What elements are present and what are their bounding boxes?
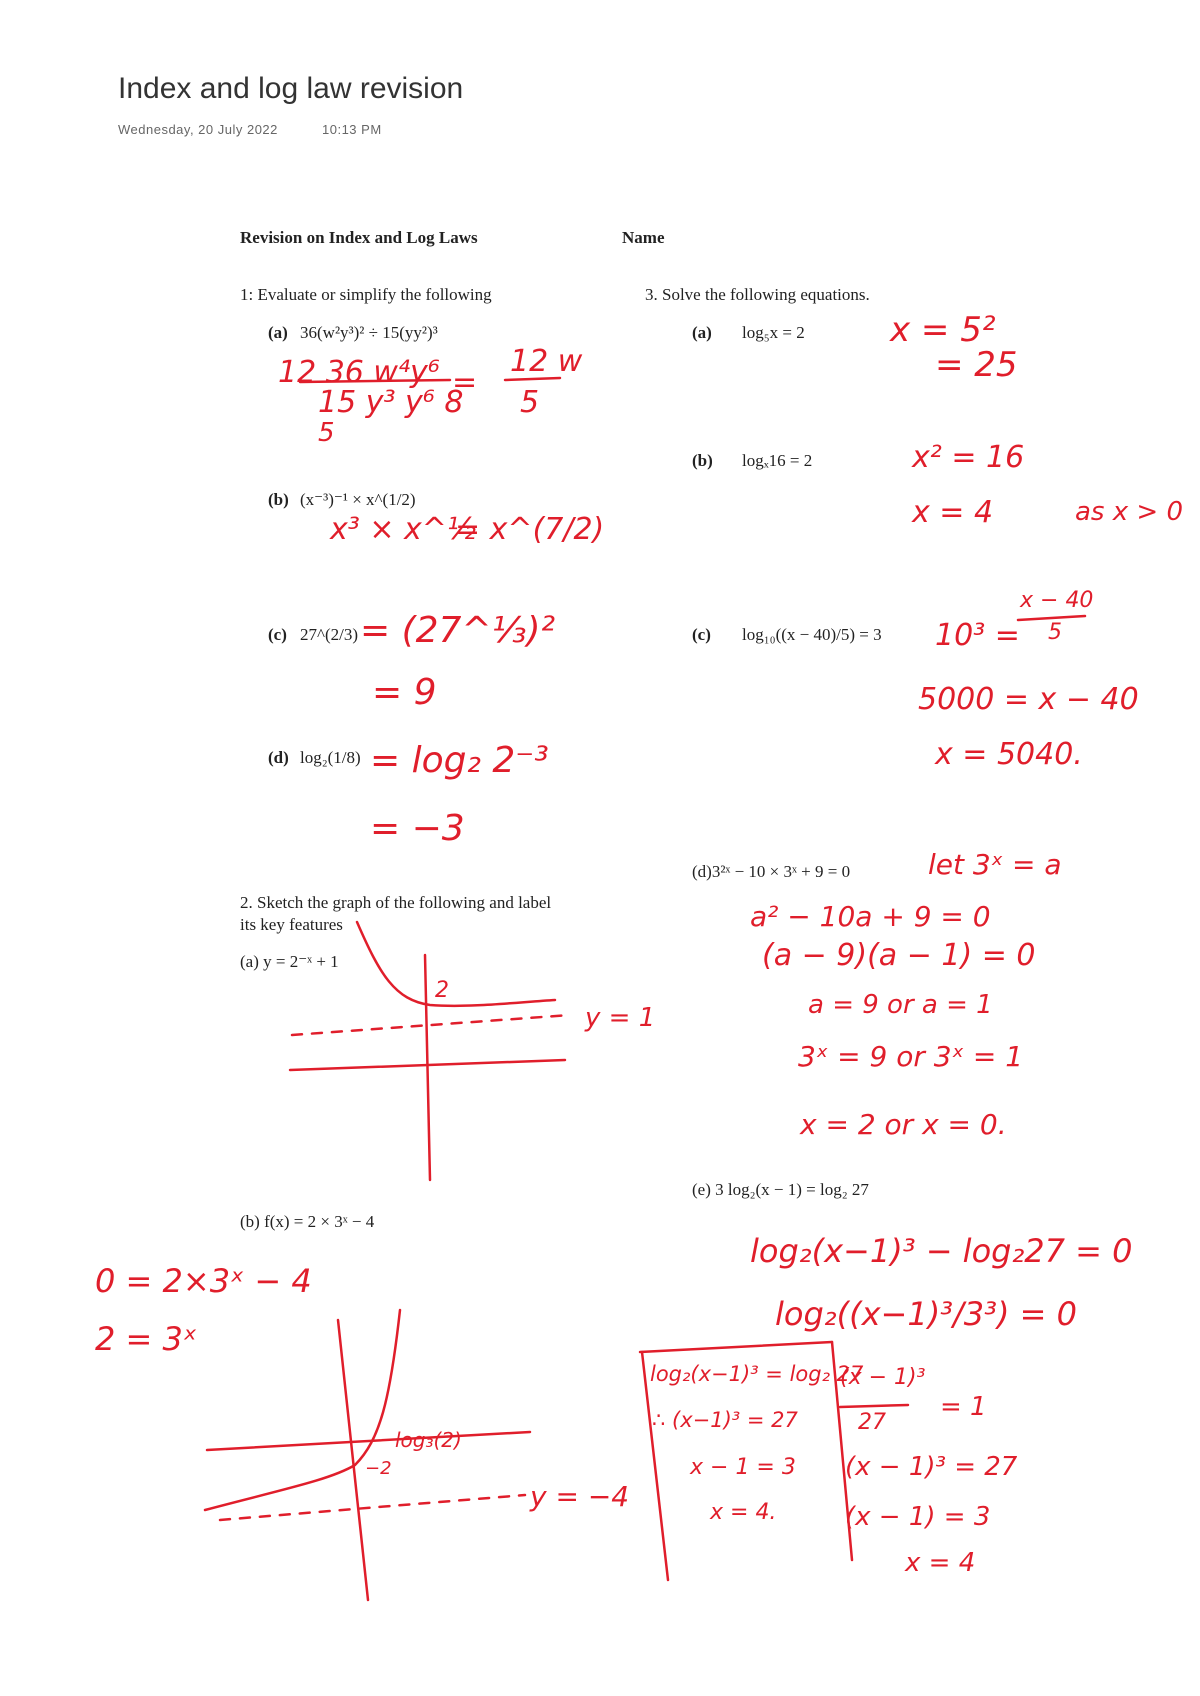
q3e-box-line-2: ∴ (x−1)³ = 27 [652, 1408, 798, 1432]
q2b-x-intercept-label: log₃(2) [395, 1428, 462, 1452]
q3d-result: x = 2 or x = 0. [800, 1108, 1007, 1141]
q3b-condition-note: as x > 0 [1075, 497, 1183, 527]
q2-title: 2. Sketch the graph of the following and label [240, 893, 552, 912]
q1b-label: (b) [268, 490, 289, 509]
q3d-roots-3x: 3ˣ = 9 or 3ˣ = 1 [798, 1040, 1024, 1073]
q1d-label: (d) [268, 748, 289, 767]
q2a-curve [357, 922, 555, 1006]
q2b-asymptote-label: y = −4 [530, 1480, 630, 1513]
q1d-expression: log₂(1/8) [300, 748, 361, 767]
page-time: 10:13 PM [322, 122, 382, 137]
q3d-expression: (d)3²ˣ − 10 × 3ˣ + 9 = 0 [692, 862, 851, 881]
q1b-work: x³ × x^½ [330, 512, 476, 547]
q2b-expression: (b) f(x) = 2 × 3ˣ − 4 [240, 1212, 375, 1231]
q1a-work-denominator: 15 y³ y⁶ 8 [318, 385, 464, 420]
name-label: Name [622, 228, 665, 247]
q1c-work: = (27^⅓)² [360, 610, 555, 651]
q1b-result: = x^(7/2) [455, 512, 605, 547]
q1c-expression: 27^(2/3) [300, 625, 359, 644]
q2-title-line2: its key features [240, 915, 343, 934]
q1a-result-numerator: 12 w [510, 344, 583, 379]
q3d-quadratic: a² − 10a + 9 = 0 [750, 900, 991, 933]
q3a-result: = 25 [935, 345, 1018, 385]
q3a-expression: log₅x = 2 [742, 323, 805, 342]
q3e-box-left [642, 1352, 668, 1580]
q3e-right-line-3: (x − 1) = 3 [845, 1502, 991, 1532]
q2a-expression: (a) y = 2⁻ˣ + 1 [240, 952, 339, 971]
page-date: Wednesday, 20 July 2022 [118, 122, 278, 137]
q1c-label: (c) [268, 625, 287, 644]
worksheet-heading: Revision on Index and Log Laws [240, 228, 478, 247]
q2b-y-intercept-label: −2 [365, 1458, 392, 1479]
q3c-work-1: 10³ = [935, 618, 1020, 653]
q3e-work-1: log₂(x−1)³ − log₂27 = 0 [750, 1232, 1133, 1270]
q1d-result: = −3 [370, 808, 465, 849]
q3d-factorised: (a − 9)(a − 1) = 0 [762, 938, 1036, 973]
q3b-result: x = 4 [912, 495, 994, 530]
q3e-box-line-1: log₂(x−1)³ = log₂ 27 [650, 1362, 864, 1386]
q1a-small-note: 5 [318, 418, 335, 448]
q1a-label: (a) [268, 323, 288, 342]
q1-title: 1: Evaluate or simplify the following [240, 285, 492, 304]
q1a-equals: = [452, 365, 478, 400]
q3b-label: (b) [692, 451, 713, 470]
q1a-expression: 36(w²y³)² ÷ 15(yy²)³ [300, 323, 438, 342]
q3e-right-result: x = 4 [905, 1548, 976, 1578]
q2a-asymptote-label: y = 1 [585, 1003, 656, 1033]
q3c-fraction-denominator: 5 [1048, 620, 1062, 645]
q3e-box-top [640, 1342, 832, 1352]
q1a-result-denominator: 5 [520, 385, 540, 420]
q3e-expression: (e) 3 log₂(x − 1) = log₂ 27 [692, 1180, 869, 1199]
q3e-right-denominator: 27 [858, 1410, 886, 1435]
q3d-roots-a: a = 9 or a = 1 [808, 990, 993, 1020]
q3-title: 3. Solve the following equations. [645, 285, 870, 304]
q3b-work: x² = 16 [912, 440, 1025, 475]
q2a-y-axis [425, 955, 430, 1180]
q2b-working-2: 2 = 3ˣ [95, 1320, 198, 1358]
page-title: Index and log law revision [118, 72, 464, 105]
q2a-graph [290, 922, 570, 1180]
q2a-intercept-label: 2 [435, 978, 449, 1003]
q2b-y-axis [338, 1320, 368, 1600]
q1a-work-numerator: 12 36 w⁴y⁶ [278, 355, 440, 390]
q2b-working-1: 0 = 2×3ˣ − 4 [95, 1262, 312, 1300]
q3e-work-2: log₂((x−1)³/3³) = 0 [775, 1295, 1077, 1333]
q3d-substitution: let 3ˣ = a [928, 848, 1062, 881]
q2b-curve [205, 1310, 400, 1510]
q3a-label: (a) [692, 323, 712, 342]
q2a-asymptote-line [292, 1015, 570, 1035]
q1d-work: = log₂ 2⁻³ [370, 740, 549, 781]
q3c-work-2: 5000 = x − 40 [918, 682, 1139, 717]
q3e-box-line-3: x − 1 = 3 [690, 1455, 796, 1480]
q3c-result: x = 5040. [935, 737, 1083, 772]
q3e-r1-fraction-line [840, 1405, 908, 1407]
q3c-expression: log₁₀((x − 40)/5) = 3 [742, 625, 882, 644]
q3c-fraction-numerator: x − 40 [1020, 588, 1094, 613]
q3a-work: x = 5² [890, 310, 996, 350]
q1b-expression: (x⁻³)⁻¹ × x^(1/2) [300, 490, 416, 509]
q3e-right-numerator: (x − 1)³ [840, 1365, 926, 1390]
q3e-right-line-2: (x − 1)³ = 27 [845, 1452, 1018, 1482]
q1c-result: = 9 [372, 672, 437, 713]
q3e-box-line-4: x = 4. [710, 1500, 777, 1525]
q2b-graph [205, 1310, 530, 1600]
q2b-asymptote-line [220, 1495, 525, 1520]
q3b-expression: logₓ16 = 2 [742, 451, 813, 470]
q3e-right-equals-one: = 1 [940, 1392, 987, 1422]
q3c-label: (c) [692, 625, 711, 644]
